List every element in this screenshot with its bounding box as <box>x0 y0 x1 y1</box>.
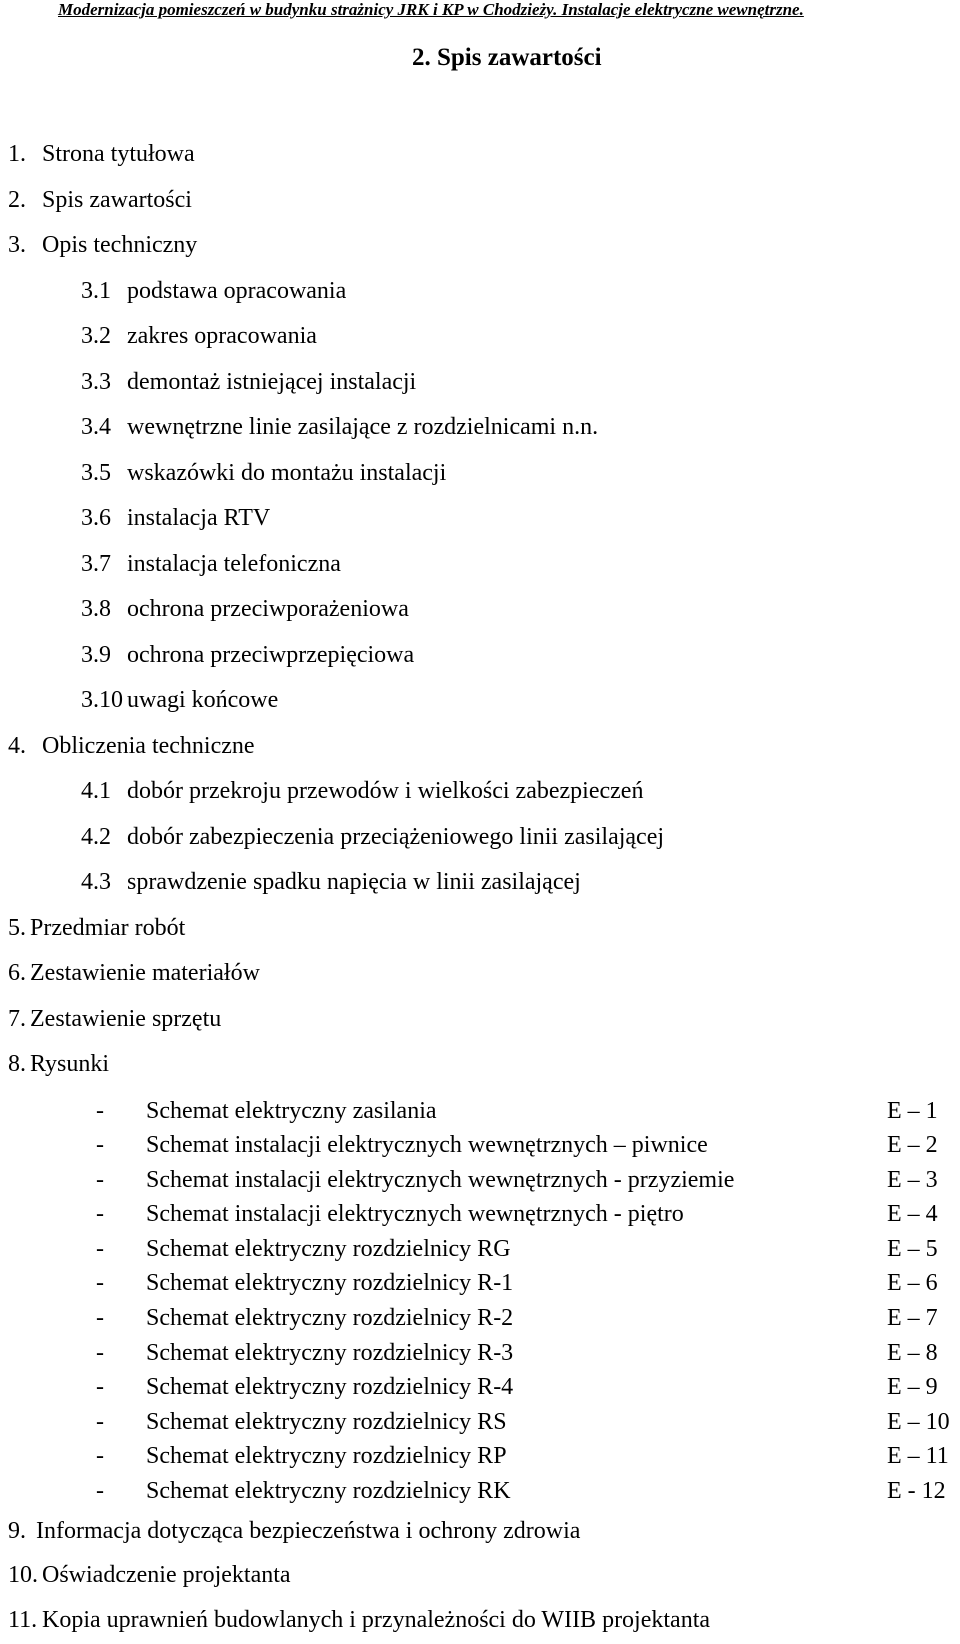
toc-item-label: Spis zawartości <box>42 186 192 213</box>
drawing-code: E – 4 <box>887 1201 938 1228</box>
drawing-name: Schemat elektryczny rozdzielnicy RS <box>146 1408 507 1435</box>
toc-item-label: wskazówki do montażu instalacji <box>127 459 447 486</box>
drawing-code: E – 10 <box>887 1408 950 1435</box>
toc-item-number: 3.2 <box>81 323 111 349</box>
running-header: Modernizacja pomieszczeń w budynku strażnicy JRK i KP w Chodzieży. Instalacje elektryczne wewnętrzne. <box>58 0 804 19</box>
drawing-row <box>0 1336 960 1371</box>
toc-item-number: 11. <box>8 1606 38 1633</box>
toc-item-number: 3.10 <box>81 687 123 713</box>
toc-item-number: 3.4 <box>81 414 111 440</box>
drawing-row <box>0 1163 960 1198</box>
toc-item-label: demontaż istniejącej instalacji <box>127 368 417 395</box>
toc-tail-list <box>0 1509 960 1643</box>
toc-item-label: instalacja RTV <box>127 505 271 531</box>
toc-item-label: wewnętrzne linie zasilające z rozdzielnicami n.n. <box>127 414 599 440</box>
toc-item <box>0 223 960 269</box>
drawing-name: Schemat instalacji elektrycznych wewnętrznych - piętro <box>146 1201 684 1228</box>
drawing-name: Schemat elektryczny rozdzielnicy RK <box>146 1478 511 1505</box>
drawing-code: E – 8 <box>887 1339 938 1366</box>
drawing-row <box>0 1405 960 1440</box>
toc-item-label: Rysunki <box>30 1051 110 1077</box>
drawing-name: Schemat elektryczny rozdzielnicy R-3 <box>146 1339 514 1366</box>
drawing-name: Schemat elektryczny rozdzielnicy R-4 <box>146 1374 514 1401</box>
toc-item-number: 4.1 <box>81 778 111 804</box>
toc-item-number: 3.1 <box>81 277 111 304</box>
toc-item <box>0 678 960 724</box>
toc-item <box>0 314 960 360</box>
drawing-code: E - 12 <box>887 1478 946 1505</box>
toc-item-number: 2. <box>8 186 26 213</box>
drawing-dash: - <box>96 1166 104 1193</box>
toc-item-label: Informacja dotycząca bezpieczeństwa i ochrony zdrowia <box>36 1517 581 1544</box>
toc-item-number: 3.9 <box>81 641 111 668</box>
toc-item-label: Zestawienie materiałów <box>30 960 260 986</box>
toc-item-label: uwagi końcowe <box>127 687 279 713</box>
toc-item <box>0 360 960 406</box>
drawing-dash: - <box>96 1235 104 1262</box>
drawing-code: E – 3 <box>887 1166 938 1193</box>
toc-item-number: 3.8 <box>81 596 111 622</box>
toc-item-number: 3.5 <box>81 459 111 486</box>
drawing-name: Schemat elektryczny rozdzielnicy R-1 <box>146 1270 514 1297</box>
drawing-dash: - <box>96 1443 104 1470</box>
drawings-list <box>0 1094 960 1509</box>
toc-list <box>0 132 960 1088</box>
toc-item-number: 4.2 <box>81 823 111 850</box>
drawing-name: Schemat instalacji elektrycznych wewnętrznych - przyziemie <box>146 1166 735 1193</box>
drawing-row <box>0 1370 960 1405</box>
drawing-name: Schemat elektryczny zasilania <box>146 1097 437 1124</box>
toc-item-number: 8. <box>8 1051 26 1077</box>
toc-item <box>0 951 960 997</box>
toc-item-number: 10. <box>8 1562 38 1589</box>
toc-item-label: podstawa opracowania <box>127 277 347 304</box>
drawing-dash: - <box>96 1408 104 1435</box>
drawing-code: E – 11 <box>887 1443 949 1470</box>
drawing-name: Schemat elektryczny rozdzielnicy RG <box>146 1235 511 1262</box>
toc-item-number: 6. <box>8 960 26 986</box>
toc-item <box>0 542 960 588</box>
toc-item-label: Oświadczenie projektanta <box>42 1562 291 1589</box>
toc-item-label: ochrona przeciwprzepięciowa <box>127 641 415 668</box>
toc-item-label: Strona tytułowa <box>42 141 195 167</box>
drawing-dash: - <box>96 1132 104 1159</box>
toc-item-number: 1. <box>8 141 26 167</box>
drawing-code: E – 2 <box>887 1132 938 1159</box>
toc-item <box>0 132 960 178</box>
toc-item-number: 3.3 <box>81 368 111 395</box>
toc-item <box>0 496 960 542</box>
toc-item-number: 3.6 <box>81 505 111 531</box>
toc-item-label: Opis techniczny <box>42 232 198 258</box>
toc-item-label: Zestawienie sprzętu <box>30 1005 222 1032</box>
toc-item <box>0 451 960 497</box>
drawing-dash: - <box>96 1201 104 1228</box>
toc-item-number: 3.7 <box>81 550 111 577</box>
toc-item <box>0 178 960 224</box>
toc-item <box>0 815 960 861</box>
toc-item <box>0 997 960 1043</box>
toc-item <box>0 1509 960 1554</box>
drawing-name: Schemat elektryczny rozdzielnicy RP <box>146 1443 507 1470</box>
toc-item <box>0 724 960 770</box>
toc-item <box>0 1598 960 1643</box>
toc-item <box>0 587 960 633</box>
toc-item-number: 7. <box>8 1005 26 1032</box>
drawing-dash: - <box>96 1374 104 1401</box>
drawing-row <box>0 1474 960 1509</box>
drawing-dash: - <box>96 1305 104 1332</box>
toc-item-number: 4.3 <box>81 869 111 895</box>
drawing-name: Schemat instalacji elektrycznych wewnętrznych – piwnice <box>146 1132 708 1159</box>
toc-item-number: 3. <box>8 232 26 258</box>
toc-item-label: zakres opracowania <box>127 323 317 349</box>
toc-item-number: 9. <box>8 1517 26 1544</box>
toc-item-label: sprawdzenie spadku napięcia w linii zasilającej <box>127 869 581 895</box>
drawing-row <box>0 1128 960 1163</box>
drawing-row <box>0 1266 960 1301</box>
toc-item <box>0 633 960 679</box>
toc-item <box>0 769 960 815</box>
drawing-row <box>0 1094 960 1129</box>
drawing-dash: - <box>96 1339 104 1366</box>
toc-item-label: dobór zabezpieczenia przeciążeniowego linii zasilającej <box>127 823 665 850</box>
toc-item-label: instalacja telefoniczna <box>127 550 341 577</box>
drawing-row <box>0 1197 960 1232</box>
drawing-code: E – 5 <box>887 1235 938 1262</box>
toc-item <box>0 1553 960 1598</box>
toc-item <box>0 405 960 451</box>
drawing-dash: - <box>96 1270 104 1297</box>
toc-item <box>0 860 960 906</box>
toc-item-number: 4. <box>8 732 26 759</box>
drawing-code: E – 6 <box>887 1270 938 1297</box>
toc-item-label: dobór przekroju przewodów i wielkości zabezpieczeń <box>127 778 644 804</box>
drawing-dash: - <box>96 1478 104 1505</box>
toc-item <box>0 1042 960 1088</box>
toc-item-label: Obliczenia techniczne <box>42 732 255 759</box>
drawing-row <box>0 1439 960 1474</box>
section-title: 2. Spis zawartości <box>412 44 602 71</box>
toc-item-label: Przedmiar robót <box>30 914 186 941</box>
drawing-name: Schemat elektryczny rozdzielnicy R-2 <box>146 1305 514 1332</box>
drawing-code: E – 9 <box>887 1374 938 1401</box>
toc-item <box>0 906 960 952</box>
drawing-dash: - <box>96 1097 104 1124</box>
toc-item <box>0 269 960 315</box>
table-of-contents <box>0 132 960 1642</box>
drawing-row <box>0 1301 960 1336</box>
drawing-row <box>0 1232 960 1267</box>
toc-item-number: 5. <box>8 914 26 941</box>
toc-item-label: ochrona przeciwporażeniowa <box>127 596 409 622</box>
drawing-code: E – 7 <box>887 1305 938 1332</box>
drawing-code: E – 1 <box>887 1097 938 1124</box>
toc-item-label: Kopia uprawnień budowlanych i przynależności do WIIB projektanta <box>42 1606 711 1633</box>
